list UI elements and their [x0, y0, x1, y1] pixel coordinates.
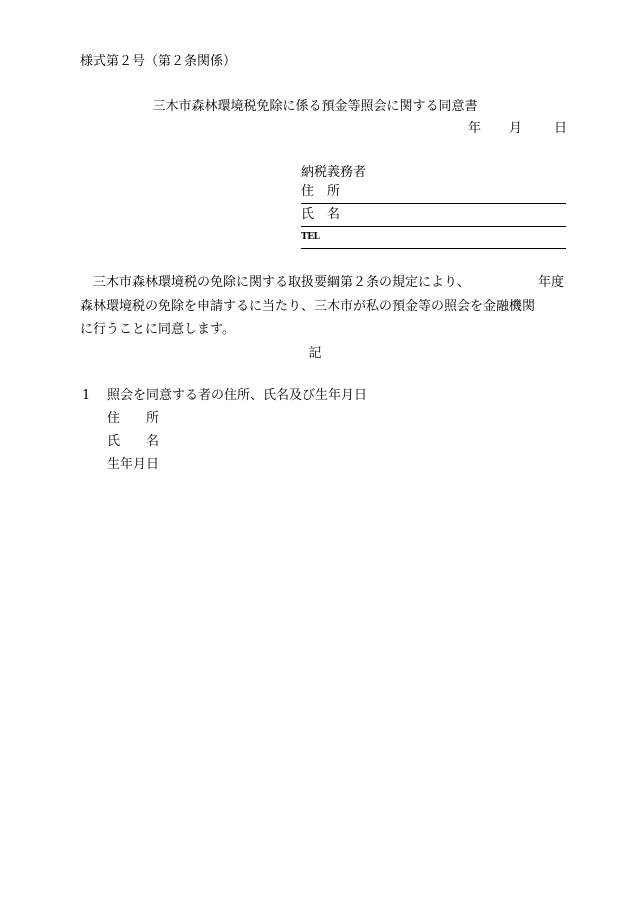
body-year-label: 年度	[538, 275, 565, 290]
section-1-heading: 照会を同意する者の住所、氏名及び生年月日	[107, 388, 368, 403]
section-1-address: 住 所	[107, 411, 160, 426]
address-label: 住 所	[301, 184, 341, 199]
body-line-1-text: 三木市森林環境税の免除に関する取扱要綱第２条の規定により、	[93, 275, 471, 290]
document-title: 三木市森林環境税免除に係る預金等照会に関する同意書	[152, 99, 478, 114]
body-line-3: に行うことに同意します。	[80, 322, 235, 337]
taxpayer-heading: 納税義務者	[301, 165, 367, 180]
name-field[interactable]	[301, 206, 566, 227]
section-1-name: 氏 名	[107, 434, 160, 449]
date-day-label: 日	[554, 121, 568, 136]
name-label: 氏 名	[301, 207, 341, 222]
address-field[interactable]	[301, 183, 566, 204]
section-1-birthdate: 生年月日	[107, 457, 160, 472]
tel-label: TEL	[301, 232, 320, 242]
section-1-number: 1	[82, 388, 91, 403]
form-number: 様式第２号（第２条関係）	[80, 54, 237, 69]
date-month-label: 月	[509, 121, 523, 136]
date-year-label: 年	[468, 121, 482, 136]
tel-field[interactable]	[301, 228, 566, 249]
record-marker: 記	[308, 346, 322, 361]
body-line-2: 森林環境税の免除を申請するに当たり、三木市が私の預金等の照会を金融機関	[80, 299, 536, 314]
